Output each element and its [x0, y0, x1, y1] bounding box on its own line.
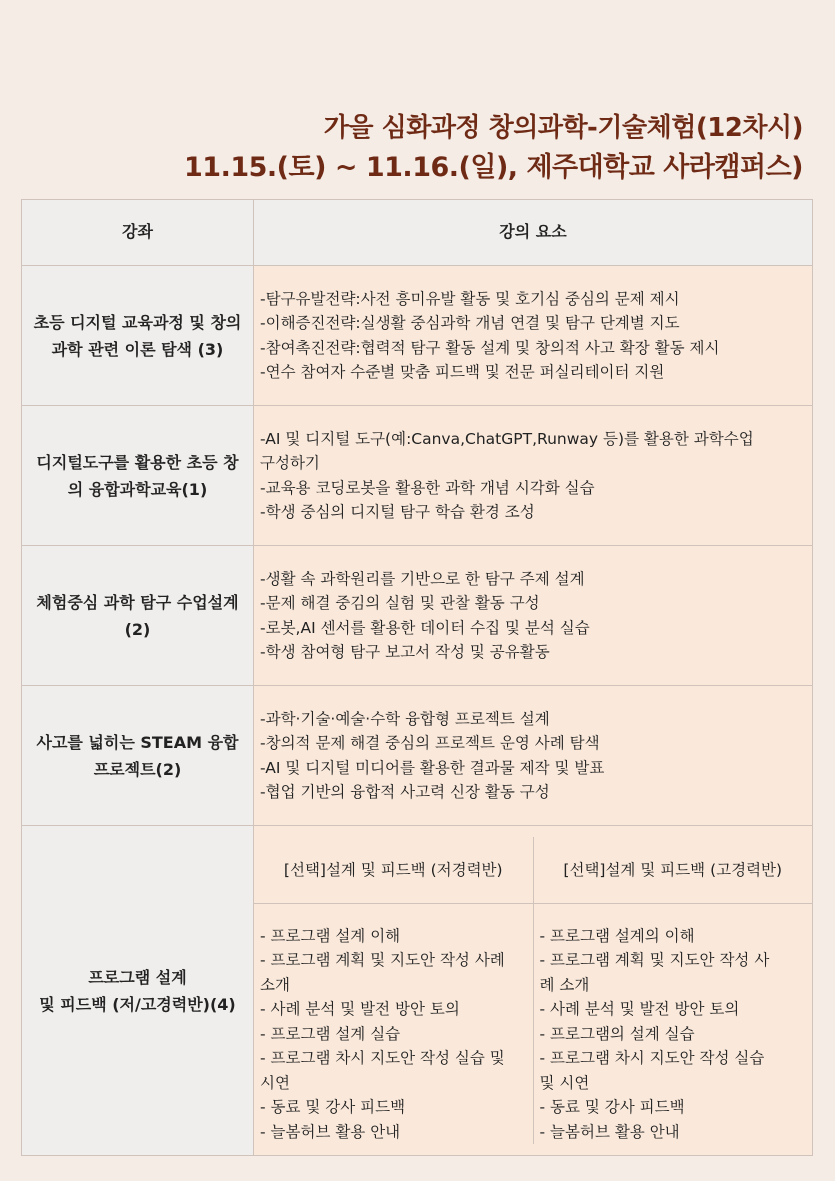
elements-cell — [254, 686, 813, 826]
list-item: -학생 참여형 탐구 보고서 작성 및 공유활동 — [260, 643, 550, 661]
list-item: -과학·기술·예술·수학 융합형 프로젝트 설계 — [260, 709, 550, 728]
list-item: 소개 — [260, 975, 290, 994]
track-header-row — [254, 837, 812, 904]
list-item: -연수 참여자 수준별 맞춤 피드백 및 전문 퍼실리테이터 지원 — [260, 363, 665, 381]
curriculum-table — [21, 199, 813, 1156]
course-name-line: 과학 관련 이론 탐색 (3) — [51, 339, 224, 359]
elements-cell — [254, 406, 813, 546]
list-item: -학생 중심의 디지털 탐구 학습 환경 조성 — [260, 503, 535, 521]
course-cell — [22, 686, 254, 826]
table-header-row — [22, 200, 813, 266]
course-name-line: 사고를 넓히는 STEAM 융합 — [36, 732, 239, 752]
track-header-low: [선택]설계 및 피드백 (저경력반) — [254, 837, 533, 904]
elements-cell — [254, 546, 813, 686]
title-line-2: 11.15.(토) ~ 11.16.(일), 제주대학교 사라캠퍼스) — [184, 152, 803, 183]
list-item: - 사례 분석 및 발전 방안 토의 — [539, 1000, 740, 1019]
table-row — [22, 546, 813, 686]
list-item: -참여촉진전략:협력적 탐구 활동 설계 및 창의적 사고 확장 활동 제시 — [260, 338, 720, 357]
course-name-line: 초등 디지털 교육과정 및 창의 — [33, 312, 242, 332]
list-item: - 동료 및 강사 피드백 — [260, 1098, 406, 1117]
course-name-line: 체험중심 과학 탐구 수업설계 — [36, 592, 239, 612]
list-item: - 동료 및 강사 피드백 — [539, 1098, 685, 1117]
table-row — [22, 266, 813, 406]
title-line-1: 가을 심화과정 창의과학-기술체험(12차시) — [323, 113, 803, 143]
track-subtable — [254, 837, 812, 1145]
list-item: -로봇,AI 센서를 활용한 데이터 수집 및 분석 실습 — [260, 618, 590, 637]
course-cell — [22, 406, 254, 546]
list-item: - 프로그램 계획 및 지도안 작성 사례 — [260, 951, 505, 970]
course-name-line: (2) — [124, 619, 151, 639]
list-item: -AI 및 디지털 도구(예:Canva,ChatGPT,Runway 등)를 활용한 과학수업 — [260, 429, 754, 448]
list-item: -창의적 문제 해결 중심의 프로젝트 운영 사례 탐색 — [260, 734, 600, 752]
list-item: - 프로그램 차시 지도안 작성 실습 — [539, 1049, 765, 1068]
course-cell — [22, 546, 254, 686]
course-name-line: 프로그램 설계 — [88, 967, 187, 987]
list-item: -교육용 코딩로봇을 활용한 과학 개념 시각화 실습 — [260, 478, 595, 497]
table-row — [22, 686, 813, 826]
track-header-high: [선택]설계 및 피드백 (고경력반) — [533, 837, 812, 904]
course-cell — [22, 266, 254, 406]
list-item: - 프로그램 차시 지도안 작성 실습 및 — [260, 1049, 505, 1068]
page-title — [184, 108, 803, 188]
table-row — [22, 826, 813, 1156]
list-item: -AI 및 디지털 미디어를 활용한 결과물 제작 및 발표 — [260, 758, 605, 777]
course-name-line: 디지털도구를 활용한 초등 창 — [36, 452, 239, 472]
course-name-line: 의 융합과학교육(1) — [67, 479, 208, 499]
list-item: 구성하기 — [260, 454, 320, 472]
list-item: - 프로그램 계획 및 지도안 작성 사 — [539, 951, 770, 970]
list-item: -생활 속 과학원리를 기반으로 한 탐구 주제 설계 — [260, 569, 585, 588]
list-item: - 늘봄허브 활용 안내 — [260, 1122, 401, 1141]
list-item: -협업 기반의 융합적 사고력 신장 활동 구성 — [260, 783, 550, 801]
list-item: 시연 — [260, 1073, 290, 1092]
track-body-row — [254, 903, 812, 1144]
header-course: 강좌 — [22, 200, 254, 266]
course-name-line: 프로젝트(2) — [93, 759, 182, 779]
track-list-high — [533, 903, 812, 1144]
list-item: 및 시연 — [539, 1073, 590, 1092]
list-item: - 프로그램 설계의 이해 — [539, 926, 695, 945]
course-cell — [22, 826, 254, 1156]
list-item: - 프로그램 설계 실습 — [260, 1024, 401, 1043]
elements-cell — [254, 266, 813, 406]
list-item: -탐구유발전략:사전 흥미유발 활동 및 호기심 중심의 문제 제시 — [260, 289, 680, 308]
elements-cell — [254, 826, 813, 1156]
list-item: - 늘봄허브 활용 안내 — [539, 1122, 680, 1141]
list-item: -문제 해결 중김의 실험 및 관찰 활동 구성 — [260, 594, 540, 612]
list-item: - 사례 분석 및 발전 방안 토의 — [260, 1000, 460, 1019]
list-item: - 프로그램의 설계 실습 — [539, 1024, 695, 1043]
list-item: - 프로그램 설계 이해 — [260, 926, 401, 945]
table-row — [22, 406, 813, 546]
track-list-low — [254, 903, 533, 1144]
list-item: -이해증진전략:실생활 중심과학 개념 연결 및 탐구 단계별 지도 — [260, 314, 680, 332]
list-item: 례 소개 — [539, 975, 590, 994]
header-elements: 강의 요소 — [254, 200, 813, 266]
course-name-line: 및 피드백 (저/고경력반)(4) — [39, 994, 236, 1014]
